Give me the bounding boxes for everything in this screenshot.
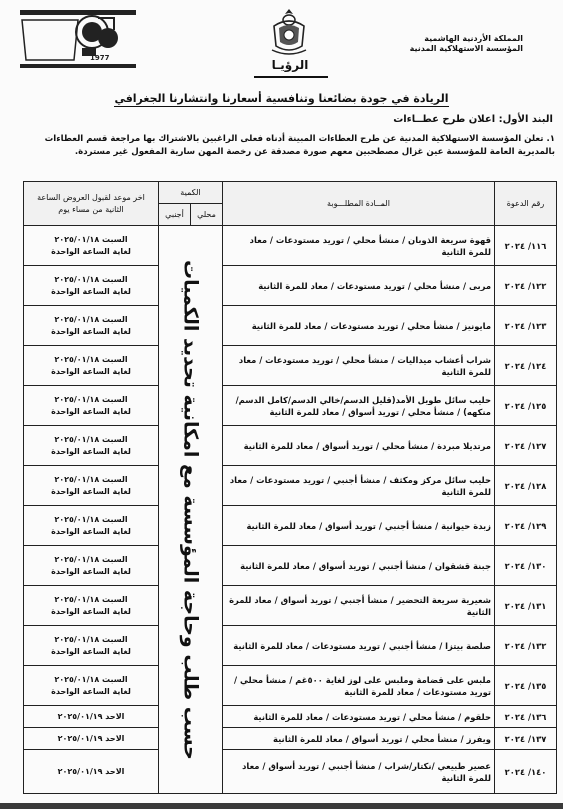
logo-year: 1977 (90, 54, 110, 62)
deadline-cell (24, 426, 159, 466)
item-description: ويفرز / منشأ محلي / توريد أسواق / معاد للمرة الثانية (223, 728, 495, 750)
invitation-number: ١٣١/ ٢٠٢٤ (495, 586, 557, 626)
tenders-table (23, 181, 557, 794)
letterhead (0, 0, 563, 90)
invitation-number: ١٣٥/ ٢٠٢٤ (495, 666, 557, 706)
table-row (24, 346, 557, 386)
table-row (24, 626, 557, 666)
header-quantity: الكمية (159, 182, 223, 204)
deadline-cell (24, 506, 159, 546)
item-description: ملبس على قضامة وملبس على لوز لغاية ٥٠٠غم / منشأ محلي / توريد مستودعات / معاد للمرة الثانية (223, 666, 495, 706)
item-description: مربى / منشأ محلي / توريد مستودعات / معاد للمرة الثانية (223, 266, 495, 306)
deadline-time: لغاية الساعة الواحدة (51, 446, 131, 456)
announcement-paragraph: ١. تعلن المؤسسة الاستهلاكية المدنية عن طرح العطاءات المبينة أدناه فعلى الراغبين بالاشتراك بها مراجعة قسم العطاءات بالمديرية العامة للمؤسسة عين غزال مصطحبين معهم صورة مصدقة عن رخصة المهن سارية المفعول غير مستردة. (44, 134, 555, 157)
deadline-cell (24, 226, 159, 266)
invitation-number: ١٢٣/ ٢٠٢٤ (495, 306, 557, 346)
deadline-date: السبت ٢٠٢٥/٠١/١٨ (54, 434, 128, 444)
deadline-date: السبت ٢٠٢٥/٠١/١٨ (54, 354, 128, 364)
invitation-number: ١٢٧/ ٢٠٢٤ (495, 426, 557, 466)
slogan (0, 92, 563, 105)
item-description: زبدة حيوانية / منشأ أجنبي / توريد أسواق / معاد للمرة الثانية (223, 506, 495, 546)
item-description: حليب سائل طويل الأمد(قليل الدسم/خالي الدسم/كامل الدسم/منكهه) / منشأ محلي / توريد أسواق / معاد للمرة الثانية (223, 386, 495, 426)
vision-label: الرؤيـا (271, 58, 309, 72)
quantity-note-cell (159, 226, 223, 794)
quantity-note: حسب طلب وحاجة المؤسسة مع امكانية تحديد الكميات (179, 259, 202, 760)
deadline-cell (24, 728, 159, 750)
deadline-date: السبت ٢٠٢٥/٠١/١٨ (54, 234, 128, 244)
deadline-date: الاحد ٢٠٢٥/٠١/١٩ (57, 766, 125, 776)
table-row (24, 226, 557, 266)
deadline-date: الاحد ٢٠٢٥/٠١/١٩ (57, 733, 125, 743)
deadline-time: لغاية الساعة الواحدة (51, 406, 131, 416)
jordan-emblem-icon (268, 6, 310, 58)
deadline-cell (24, 750, 159, 794)
table-row (24, 546, 557, 586)
item-description: مايونيز / منشأ محلي / توريد مستودعات / معاد للمرة الثانية (223, 306, 495, 346)
table-row (24, 306, 557, 346)
item-description: جبنة قشقوان / منشأ أجنبي / توريد أسواق / معاد للمرة الثانية (223, 546, 495, 586)
deadline-time: لغاية الساعة الواحدة (51, 246, 131, 256)
invitation-number: ١٣٠/ ٢٠٢٤ (495, 546, 557, 586)
invitation-number: ١٣٢/ ٢٠٢٤ (495, 626, 557, 666)
header-deadline: اخر موعد لقبول العروض الساعة الثانية من مساء يوم (24, 182, 159, 226)
table-row (24, 586, 557, 626)
clause-title: البند الأول: اعلان طرح عطــاءات (393, 114, 553, 125)
invitation-number: ١١٦/ ٢٠٢٤ (495, 226, 557, 266)
deadline-time: لغاية الساعة الواحدة (51, 326, 131, 336)
deadline-date: السبت ٢٠٢٥/٠١/١٨ (54, 274, 128, 284)
item-description: مرتديلا مبردة / منشأ محلي / توريد أسواق / معاد للمرة الثانية (223, 426, 495, 466)
invitation-number: ١٢٢/ ٢٠٢٤ (495, 266, 557, 306)
deadline-cell (24, 706, 159, 728)
table-row (24, 666, 557, 706)
deadline-time: لغاية الساعة الواحدة (51, 646, 131, 656)
deadline-time: لغاية الساعة الواحدة (51, 526, 131, 536)
deadline-date: الاحد ٢٠٢٥/٠١/١٩ (57, 711, 125, 721)
deadline-date: السبت ٢٠٢٥/٠١/١٨ (54, 634, 128, 644)
deadline-cell (24, 346, 159, 386)
table-row (24, 426, 557, 466)
deadline-date: السبت ٢٠٢٥/٠١/١٨ (54, 314, 128, 324)
invitation-number: ١٢٤/ ٢٠٢٤ (495, 346, 557, 386)
vision-underline (254, 76, 328, 78)
item-description: شعيرية سريعة التحضير / منشأ أجنبي / توريد أسواق / معاد للمرة الثانية (223, 586, 495, 626)
deadline-cell (24, 466, 159, 506)
deadline-cell (24, 266, 159, 306)
header-item: المــادة المطلـــوبة (223, 182, 495, 226)
deadline-time: لغاية الساعة الواحدة (51, 686, 131, 696)
corporation-logo-icon (18, 8, 138, 70)
item-description: عصير طبيعي /نكتار/شراب / منشأ أجنبي / توريد أسواق / معاد للمرة الثانية (223, 750, 495, 794)
deadline-cell (24, 626, 159, 666)
table-row (24, 386, 557, 426)
deadline-cell (24, 586, 159, 626)
table-row (24, 266, 557, 306)
invitation-number: ١٢٩/ ٢٠٢٤ (495, 506, 557, 546)
deadline-time: لغاية الساعة الواحدة (51, 286, 131, 296)
invitation-number: ١٣٧/ ٢٠٢٤ (495, 728, 557, 750)
deadline-date: السبت ٢٠٢٥/٠١/١٨ (54, 394, 128, 404)
kingdom-name: المملكة الأردنية الهاشمية (424, 34, 523, 43)
slogan-text: الريادة في جودة بضائعنا وتنافسية أسعارنا وانتشارنا الجغرافي (114, 92, 449, 105)
table-row (24, 728, 557, 750)
header-quantity-local: محلي (191, 204, 223, 226)
item-description: حلقوم / منشأ محلي / توريد مستودعات / معاد للمرة الثانية (223, 706, 495, 728)
invitation-number: ١٢٥/ ٢٠٢٤ (495, 386, 557, 426)
organization-name (410, 34, 523, 54)
deadline-date: السبت ٢٠٢٥/٠١/١٨ (54, 554, 128, 564)
header-quantity-foreign: أجنبي (159, 204, 191, 226)
deadline-cell (24, 546, 159, 586)
deadline-date: السبت ٢٠٢٥/٠١/١٨ (54, 674, 128, 684)
deadline-time: لغاية الساعة الواحدة (51, 606, 131, 616)
deadline-time: لغاية الساعة الواحدة (51, 366, 131, 376)
deadline-cell (24, 666, 159, 706)
item-description: قهوة سريعة الذوبان / منشأ محلي / توريد مستودعات / معاد للمرة الثانية (223, 226, 495, 266)
invitation-number: ١٢٨/ ٢٠٢٤ (495, 466, 557, 506)
corporation-name: المؤسسة الاستهلاكية المدنية (409, 44, 523, 53)
item-description: شراب أعشاب ميداليات / منشأ محلي / توريد مستودعات / معاد للمرة الثانية (223, 346, 495, 386)
table-row (24, 506, 557, 546)
table-row (24, 750, 557, 794)
invitation-number: ١٣٦/ ٢٠٢٤ (495, 706, 557, 728)
deadline-time: لغاية الساعة الواحدة (51, 486, 131, 496)
table-row (24, 706, 557, 728)
tenders-table-body (24, 226, 557, 794)
deadline-date: السبت ٢٠٢٥/٠١/١٨ (54, 594, 128, 604)
item-description: حليب سائل مركز ومكثف / منشأ أجنبي / توريد مستودعات / معاد للمرة الثانية (223, 466, 495, 506)
deadline-cell (24, 386, 159, 426)
deadline-date: السبت ٢٠٢٥/٠١/١٨ (54, 474, 128, 484)
invitation-number: ١٤٠/ ٢٠٢٤ (495, 750, 557, 794)
table-row (24, 466, 557, 506)
header-invitation-number: رقم الدعوة (495, 182, 557, 226)
bottom-bar (0, 803, 563, 809)
deadline-time: لغاية الساعة الواحدة (51, 566, 131, 576)
item-description: صلصة بيتزا / منشأ أجنبي / توريد مستودعات / معاد للمرة الثانية (223, 626, 495, 666)
deadline-cell (24, 306, 159, 346)
deadline-date: السبت ٢٠٢٥/٠١/١٨ (54, 514, 128, 524)
